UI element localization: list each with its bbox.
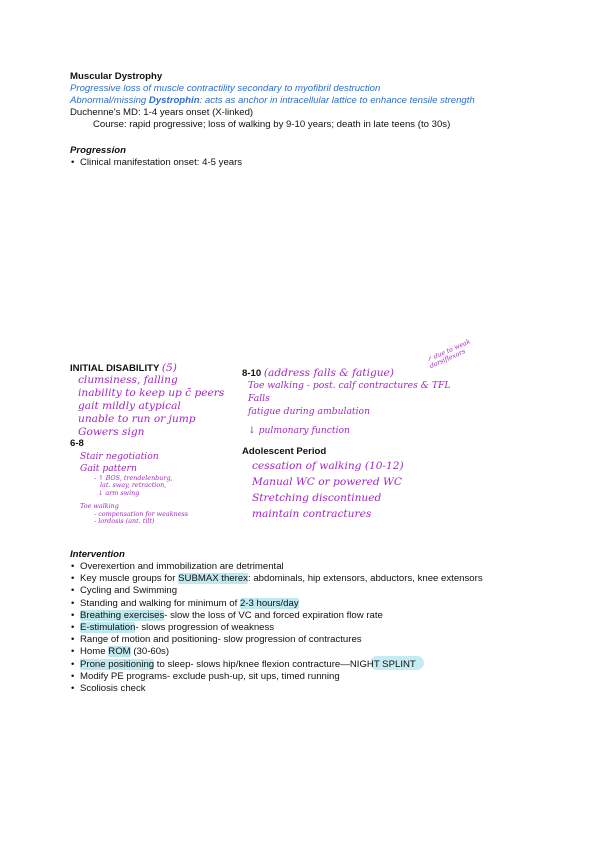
handwritten-note: fatigue during ambulation <box>248 406 370 417</box>
dystrophin-post: : acts as anchor in intracellular lattice to enhance tensile strength <box>199 95 475 106</box>
intervention-item: • Cycling and Swimming <box>70 585 483 597</box>
toe-walking-heading-note: Toe walking <box>80 502 119 510</box>
dorsiflexor-side-note: ↗ due to weak dorsiflexors <box>425 337 472 371</box>
handwritten-note: maintain contractures <box>252 508 372 520</box>
age-8-10-note: (address falls & fatigue) <box>263 367 394 379</box>
highlighted-term: Breathing exercises <box>80 609 165 621</box>
handwritten-note: unable to run or jump <box>78 413 196 425</box>
intervention-heading: Intervention <box>70 549 125 560</box>
age-8-10-heading <box>242 367 394 380</box>
intervention-item: • Prone positioning to sleep- slows hip/knee flexion contracture—NIGHT SPLINT <box>70 659 483 671</box>
handwritten-note: Stretching discontinued <box>252 492 382 504</box>
age-8-10-title: 8-10 <box>242 368 262 379</box>
age-6-8-heading: 6-8 <box>70 438 84 449</box>
initial-disability-title: INITIAL DISABILITY <box>70 363 160 374</box>
handwritten-note: - lordosis (ant. tilt) <box>94 517 155 526</box>
handwritten-note: - compensation for weakness <box>94 510 189 518</box>
intervention-item: • Range of motion and positioning- slow progression of contractures <box>70 634 483 646</box>
initial-disability-age-note: (5) <box>161 362 177 374</box>
intervention-list <box>70 561 483 695</box>
handwritten-note: Falls <box>248 393 270 404</box>
highlighted-term: 2-3 hours/day <box>239 597 299 609</box>
duchenne-line: Duchenne's MD: 1-4 years onset (X-linked) <box>70 107 254 118</box>
age-6-8-notes-top <box>80 451 159 474</box>
intervention-item: • Scoliosis check <box>70 683 483 695</box>
intervention-item: • Home ROM (30-60s) <box>70 646 483 658</box>
handwritten-note: clumsiness, falling <box>78 374 178 386</box>
gait-pattern-notes <box>94 475 173 497</box>
progression-list <box>70 157 242 169</box>
initial-disability-notes <box>78 374 224 439</box>
progression-item: • Clinical manifestation onset: 4-5 years <box>70 157 242 169</box>
intervention-item: • E-stimulation- slows progression of weakness <box>70 622 483 634</box>
handwritten-note: - ↑ BOS, trendelenburg, <box>94 474 173 482</box>
toe-walking-notes <box>94 511 188 526</box>
handwritten-note: inability to keep up c̄ peers <box>78 387 225 399</box>
intervention-item: • Overexertion and immobilization are detrimental <box>70 561 483 573</box>
handwritten-note: cessation of walking (10-12) <box>252 460 404 472</box>
night-splint-term: NIGHT SPLINT <box>349 658 416 670</box>
dystrophin-pre: Abnormal/missing <box>70 95 149 106</box>
handwritten-note: Manual WC or powered WC <box>252 476 403 488</box>
age-8-10-notes <box>248 380 450 438</box>
highlighted-term: ROM <box>108 646 131 658</box>
handwritten-note: Stair negotiation <box>80 451 159 462</box>
page-title: Muscular Dystrophy <box>70 71 163 82</box>
adolescent-heading: Adolescent Period <box>242 446 327 457</box>
dystrophin-line <box>70 95 475 107</box>
course-line: Course: rapid progressive; loss of walking by 9-10 years; death in late teens (to 30s) <box>93 119 451 130</box>
handwritten-note: ↓ pulmonary function <box>248 425 350 436</box>
handwritten-note: Gowers sign <box>78 426 145 438</box>
highlighted-term: Prone positioning <box>80 658 155 670</box>
definition-line: Progressive loss of muscle contractility secondary to myofibril destruction <box>70 83 381 94</box>
intervention-item: • Modify PE programs- exclude push-up, sit ups, timed running <box>70 671 483 683</box>
adolescent-notes <box>252 460 404 524</box>
handwritten-note: Gait pattern <box>80 462 137 474</box>
handwritten-note: ↓ arm swing <box>98 488 140 497</box>
handwritten-note: gait mildly atypical <box>78 400 181 412</box>
handwritten-note: Toe walking - post. calf contractures & TFL <box>248 380 451 391</box>
intervention-item: • Standing and walking for minimum of 2-3 hours/day <box>70 598 483 610</box>
handwritten-note: lat. sway, retraction, <box>100 481 167 490</box>
progression-heading: Progression <box>70 145 126 156</box>
intervention-item: • Breathing exercises- slow the loss of VC and forced expiration flow rate <box>70 610 483 622</box>
highlighted-term: E-stimulation <box>80 622 136 634</box>
dystrophin-term: Dystrophin <box>148 95 200 106</box>
highlighted-term: SUBMAX therex <box>178 573 248 585</box>
intervention-item: • Key muscle groups for SUBMAX therex: abdominals, hip extensors, abductors, knee extensors <box>70 573 483 585</box>
